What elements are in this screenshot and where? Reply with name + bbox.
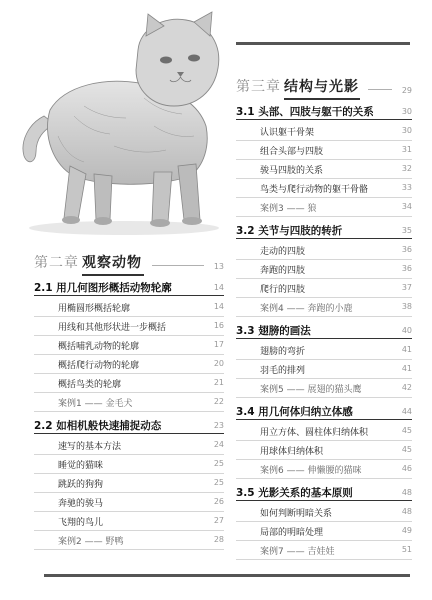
toc-entry [34,474,224,493]
entry-title: 概括哺乳动物的轮廓 [58,342,140,352]
section-title: 2.2 如相机般快速捕捉动态 [34,420,162,432]
toc-entry [236,279,412,298]
entry-title: 案例2 —— 野鸭 [58,537,124,547]
entry-page: 41 [401,364,412,373]
entry-title: 用球体归纳体积 [260,447,324,457]
entry-title: 跳跃的狗狗 [58,480,104,490]
section-heading [34,418,224,436]
cat-paw [182,217,202,225]
toc-entry [236,503,412,522]
section-heading [236,104,412,122]
bottom-rule [44,574,410,577]
entry-page: 25 [213,459,224,468]
toc-entry [34,355,224,374]
entry-title: 案例7 —— 吉娃娃 [260,547,335,557]
entry-page: 26 [213,497,224,506]
toc-entry [236,241,412,260]
entry-page: 21 [213,378,224,387]
cat-leg-front-left [152,172,172,222]
entry-title: 速写的基本方法 [58,442,122,452]
chapter-3-column [236,76,412,560]
toc-entry [34,374,224,393]
section-page: 48 [401,488,412,497]
chapter-title: 结构与光影 [284,79,359,95]
entry-page: 22 [213,397,224,406]
toc-entry [34,455,224,474]
section-page: 44 [401,407,412,416]
chapter-heading [236,76,412,98]
entry-title: 翅膀的弯折 [260,347,306,357]
chapter-3-sections [236,104,412,560]
case-study-entry [236,379,412,398]
toc-entry [236,179,412,198]
section-page: 30 [401,107,412,116]
chapter-number: 第三章 [236,79,281,95]
entry-title: 认识躯干骨架 [260,128,315,138]
toc-entry [236,160,412,179]
entry-title: 案例1 —— 金毛犬 [58,399,133,409]
entry-page: 45 [401,426,412,435]
entry-page: 32 [401,164,412,173]
entry-page: 46 [401,464,412,473]
cat-leg-front-right [178,164,200,220]
entry-title: 概括爬行动物的轮廓 [58,361,140,371]
section-heading [236,323,412,341]
section-rule [236,338,412,339]
entry-page: 17 [213,340,224,349]
entry-title: 用线和其他形状进一步概括 [58,323,167,333]
cat-leg-back-left [64,166,86,220]
entry-title: 案例3 —— 狼 [260,204,317,214]
chapter-2-column [34,252,224,550]
toc-entry [34,298,224,317]
case-study-entry [236,198,412,217]
entry-page: 36 [401,245,412,254]
entry-page: 28 [213,535,224,544]
toc-entry [236,441,412,460]
section-heading [236,485,412,503]
entry-title: 飞翔的鸟儿 [58,518,104,528]
chapter-page: 13 [213,262,224,271]
case-study-entry [34,531,224,550]
entry-title: 案例6 —— 伸懒腰的猫咪 [260,466,362,476]
toc-entry [236,422,412,441]
toc-entry [34,436,224,455]
section-heading [236,223,412,241]
toc-entry [236,122,412,141]
section-title: 3.5 光影关系的基本原则 [236,487,353,499]
entry-title: 用立方体、圆柱体归纳体积 [260,428,369,438]
entry-page: 30 [401,126,412,135]
entry-title: 奔跑的四肢 [260,266,306,276]
case-study-entry [236,298,412,317]
case-study-entry [236,541,412,560]
toc-entry [236,522,412,541]
chapter-rule [368,89,392,90]
entry-page: 34 [401,202,412,211]
section-rule [236,500,412,501]
cat-paw [62,216,80,224]
section-title: 2.1 用几何图形概括动物轮廓 [34,282,172,294]
entry-page: 31 [401,145,412,154]
entry-page: 27 [213,516,224,525]
entry-title: 羽毛的排列 [260,366,306,376]
case-study-entry [34,393,224,412]
entry-title: 奔驰的骏马 [58,499,104,509]
toc-entry [34,336,224,355]
section-rule [236,419,412,420]
case-study-entry [236,460,412,479]
entry-page: 20 [213,359,224,368]
cat-eye-right [188,55,200,62]
section-rule [236,238,412,239]
entry-title: 用椭圆形概括轮廓 [58,304,131,314]
cat-eye-left [160,57,172,64]
entry-title: 爬行的四肢 [260,285,306,295]
section-heading [34,280,224,298]
entry-title: 走动的四肢 [260,247,306,257]
chapter-heading [34,252,224,274]
entry-page: 33 [401,183,412,192]
entry-page: 51 [401,545,412,554]
entry-page: 45 [401,445,412,454]
section-rule [236,119,412,120]
entry-page: 25 [213,478,224,487]
entry-page: 16 [213,321,224,330]
chapter-number: 第二章 [34,255,79,271]
section-title: 3.1 头部、四肢与躯干的关系 [236,106,374,118]
entry-page: 42 [401,383,412,392]
toc-entry [236,260,412,279]
entry-page: 24 [213,440,224,449]
section-title: 3.3 翅膀的画法 [236,325,311,337]
chapter-title: 观察动物 [82,255,142,271]
entry-title: 睡觉的猫咪 [58,461,104,471]
entry-title: 鸟类与爬行动物的躯干骨骼 [260,185,369,195]
entry-page: 36 [401,264,412,273]
entry-title: 骏马四肢的关系 [260,166,324,176]
toc-entry [236,360,412,379]
entry-title: 组合头部与四肢 [260,147,324,157]
chapter-title-underline [82,274,144,276]
entry-title: 如何判断明暗关系 [260,509,333,519]
top-rule [236,42,410,45]
toc-entry [34,317,224,336]
section-page: 14 [213,283,224,292]
entry-page: 41 [401,345,412,354]
section-title: 3.4 用几何体归纳立体感 [236,406,353,418]
entry-page: 38 [401,302,412,311]
cat-leg-back-right [94,174,112,220]
toc-entry [236,141,412,160]
chapter-rule [152,265,204,266]
chapter-page: 29 [401,86,412,95]
cat-paw [150,219,170,227]
chapter-title-underline [284,98,360,100]
chapter-2-sections [34,280,224,550]
entry-page: 14 [213,302,224,311]
entry-page: 37 [401,283,412,292]
section-heading [236,404,412,422]
section-page: 40 [401,326,412,335]
entry-title: 案例4 —— 奔跑的小鹿 [260,304,353,314]
cat-illustration [14,6,224,242]
section-title: 3.2 关节与四肢的转折 [236,225,343,237]
entry-page: 49 [401,526,412,535]
entry-page: 48 [401,507,412,516]
section-page: 35 [401,226,412,235]
toc-entry [34,512,224,531]
entry-title: 局部的明暗处理 [260,528,324,538]
entry-title: 概括鸟类的轮廓 [58,380,122,390]
entry-title: 案例5 —— 展翅的猫头鹰 [260,385,362,395]
section-rule [34,295,224,296]
section-page: 23 [213,421,224,430]
cat-paw [94,217,112,225]
section-rule [34,433,224,434]
toc-entry [236,341,412,360]
toc-entry [34,493,224,512]
